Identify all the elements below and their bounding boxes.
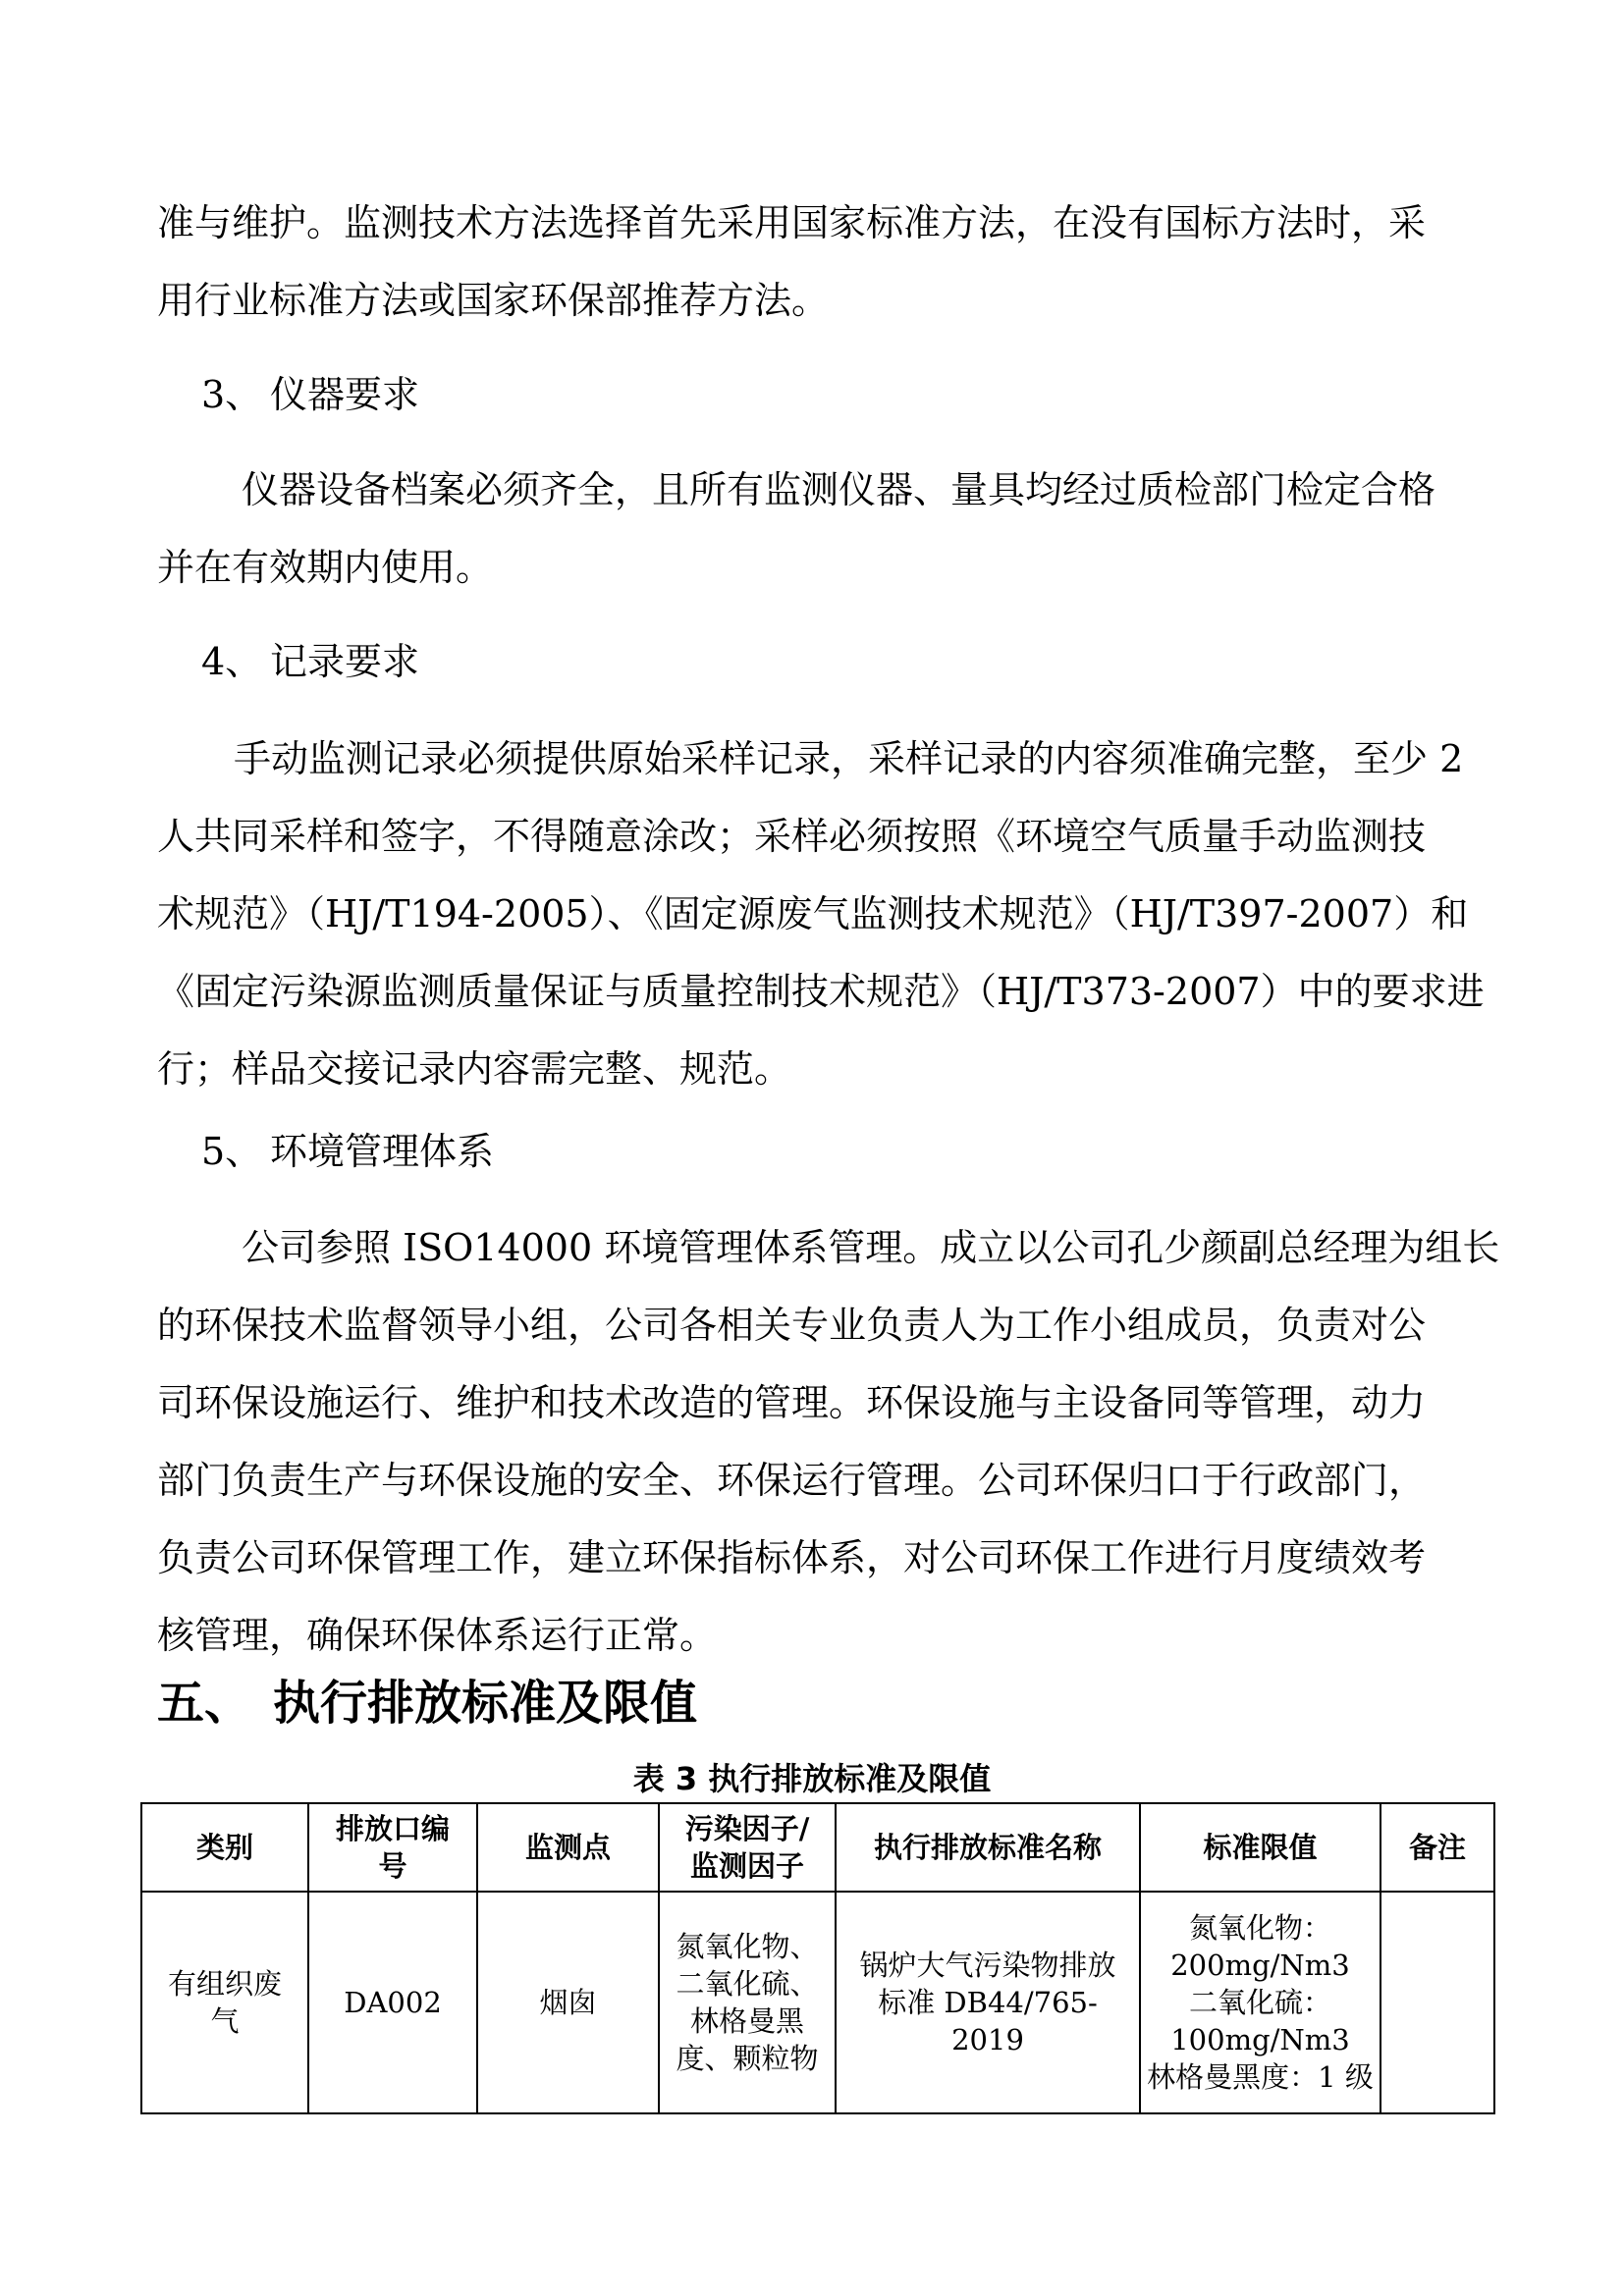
cell-text: 标准限值 [1203, 1831, 1318, 1864]
cell-text: 锅炉大气污染物排放 [859, 1949, 1116, 1982]
paragraph-line: 人共同采样和签字，不得随意涂改；采样必须按照《环境空气质量手动监测技 [157, 815, 1427, 858]
table-row [141, 1892, 1494, 2113]
section-number: 5、 [201, 1130, 263, 1173]
section-title: 环境管理体系 [270, 1130, 495, 1173]
cell-text: 氮氧化物、 [676, 1930, 819, 1963]
header-limit-value [1140, 1803, 1380, 1892]
cell-text: 排放口编 [335, 1812, 450, 1845]
cell-pollutant-factor [659, 1892, 836, 2113]
cell-text: 林格曼黑 [689, 2004, 804, 2038]
cell-monitoring-point [477, 1892, 659, 2113]
cell-standard-name [836, 1892, 1140, 2113]
section-heading-management [201, 1122, 494, 1181]
paragraph-line: 《固定污染源监测质量保证与质量控制技术规范》（HJ/T373-2007）中的要求进 [157, 970, 1485, 1013]
cell-category [141, 1892, 308, 2113]
cell-text: 类别 [195, 1831, 253, 1864]
cell-text: 监测因子 [689, 1849, 804, 1883]
section-heading-instrument [201, 365, 419, 424]
paragraph-line: 术规范》（HJ/T194-2005）、《固定源废气监测技术规范》（HJ/T397-2007）和 [157, 892, 1469, 935]
section-number: 3、 [201, 373, 263, 416]
section-heading-record [201, 632, 419, 691]
chapter-title: 执行排放标准及限值 [273, 1676, 698, 1731]
cell-text: 二氧化硫、 [676, 1967, 819, 2001]
table-header-row [141, 1803, 1494, 1892]
paragraph-record [157, 721, 1485, 1108]
cell-text: 二氧化硫： [1188, 1986, 1331, 2019]
cell-limit-value [1140, 1892, 1380, 2113]
paragraph-management [157, 1209, 1500, 1675]
cell-text: 度、颗粒物 [676, 2042, 819, 2075]
cell-remarks [1380, 1892, 1494, 2113]
cell-text: 烟囱 [539, 1986, 597, 2019]
cell-text: 监测点 [524, 1831, 611, 1864]
section-title: 记录要求 [270, 640, 420, 683]
paragraph-line: 负责公司环保管理工作，建立环保指标体系，对公司环保工作进行月度绩效考 [157, 1536, 1427, 1579]
cell-text: DA002 [344, 1986, 442, 2019]
paragraph-line: 仪器设备档案必须齐全，且所有监测仪器、量具均经过质检部门检定合格 [242, 468, 1436, 511]
paragraph-method [157, 185, 1481, 340]
chapter-number: 五、 [157, 1676, 252, 1731]
cell-outlet-number [308, 1892, 477, 2113]
paragraph-line: 公司参照 ISO14000 环境管理体系管理。成立以公司孔少颜副总经理为组长 [242, 1226, 1500, 1269]
header-standard-name [836, 1803, 1140, 1892]
cell-text: 标准 DB44/765-2019 [878, 1986, 1098, 2056]
chapter-heading [157, 1669, 697, 1737]
header-pollutant-factor [659, 1803, 836, 1892]
paragraph-line: 部门负责生产与环保设施的安全、环保运行管理。公司环保归口于行政部门， [157, 1459, 1427, 1502]
paragraph-instrument [157, 452, 1481, 607]
cell-text: 有组织废 [167, 1967, 282, 2001]
header-remarks [1380, 1803, 1494, 1892]
paragraph-line: 并在有效期内使用。 [157, 546, 494, 589]
header-outlet-number [308, 1803, 477, 1892]
cell-text: 氮氧化物： [1188, 1911, 1331, 1945]
paragraph-line: 行；样品交接记录内容需完整、规范。 [157, 1047, 792, 1091]
cell-text: 污染因子/ [684, 1812, 810, 1845]
cell-text: 气 [210, 2004, 240, 2038]
section-title: 仪器要求 [270, 373, 420, 416]
cell-text: 执行排放标准名称 [873, 1831, 1102, 1864]
cell-text: 200mg/Nm3 [1170, 1949, 1350, 1982]
paragraph-line: 的环保技术监督领导小组，公司各相关专业负责人为工作小组成员，负责对公 [157, 1304, 1427, 1347]
header-monitoring-point [477, 1803, 659, 1892]
cell-text: 备注 [1408, 1831, 1466, 1864]
emission-standard-table [140, 1802, 1495, 2114]
cell-text: 100mg/Nm3 [1170, 2023, 1350, 2056]
cell-text: 号 [378, 1849, 407, 1883]
section-number: 4、 [201, 640, 263, 683]
paragraph-line: 准与维护。监测技术方法选择首先采用国家标准方法，在没有国标方法时，采 [157, 201, 1427, 244]
paragraph-line: 用行业标准方法或国家环保部推荐方法。 [157, 279, 830, 322]
paragraph-line: 手动监测记录必须提供原始采样记录，采样记录的内容须准确完整，至少 2 [234, 737, 1464, 780]
header-category [141, 1803, 308, 1892]
paragraph-line: 司环保设施运行、维护和技术改造的管理。环保设施与主设备同等管理，动力 [157, 1381, 1427, 1424]
cell-text: 林格曼黑度：1 级 [1147, 2060, 1374, 2094]
paragraph-line: 核管理，确保环保体系运行正常。 [157, 1614, 718, 1657]
table-caption: 表 3 执行排放标准及限值 [632, 1760, 992, 1797]
